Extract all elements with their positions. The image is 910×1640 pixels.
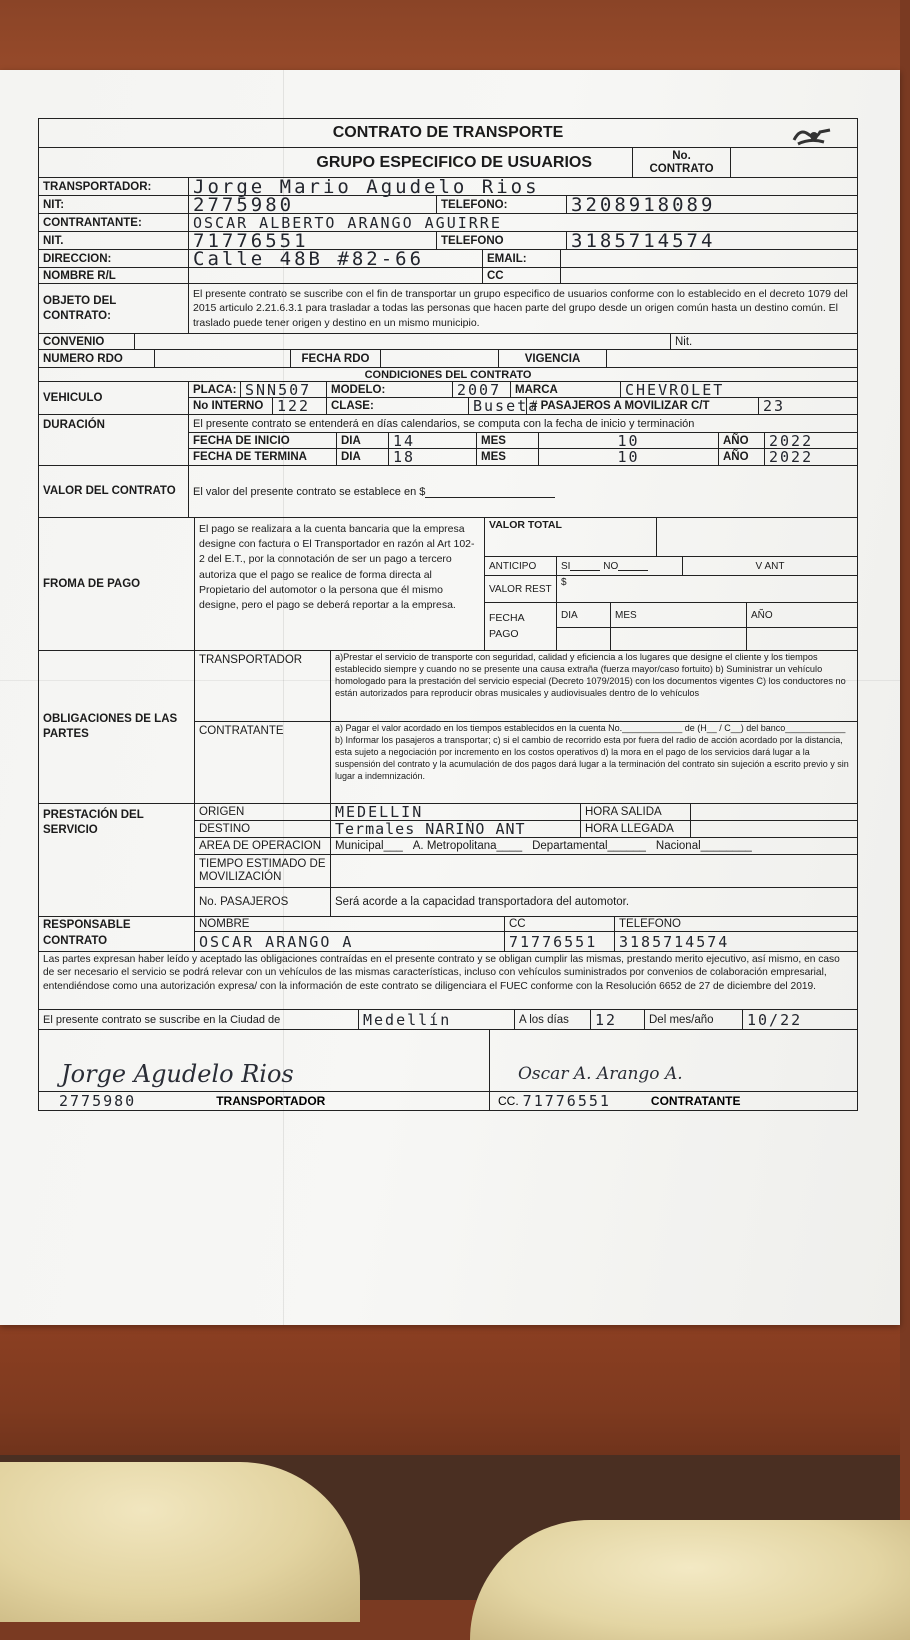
pago-label: FROMA DE PAGO	[39, 518, 195, 650]
clase-field[interactable]	[469, 397, 540, 415]
termina-mes-label: MES	[477, 449, 539, 465]
nit2-field[interactable]	[189, 229, 437, 252]
dias-value: 12	[595, 1010, 618, 1029]
interno-label: No INTERNO	[189, 398, 273, 414]
responsable-block	[38, 917, 858, 952]
transportador-signature: Jorge Agudelo Rios	[61, 1060, 294, 1088]
hora-llegada-field[interactable]	[691, 821, 857, 837]
valor-rest-field[interactable]: $	[561, 577, 567, 588]
anticipo-label: ANTICIPO	[485, 557, 557, 575]
anticipo-row	[485, 557, 857, 576]
pasajeros-ct-label: # PASAJEROS A MOVILIZAR C/T	[527, 398, 759, 414]
inicio-ano-field[interactable]	[765, 433, 857, 448]
contratante-sig-label: CONTRATANTE	[650, 1094, 741, 1108]
obl-contratante-text: a) Pagar el valor acordado en los tiempos establecidos en la cuenta No.____________ de (H__ / C__) del banco____________ b) Informar los pasajeros a transportar; c) si el cambio de recorrido esta por fuera del radio de acción acordado por la distancia, esta sujeto a negociación por incremento en los costos operativos d) la mora en el pago de los servicios dará lugar a la suspensión del contrato y la acumulación de dos pagos dará lugar a la terminación del contrato sin sujeción a escrito previo y sin lugar a indemnización.	[335, 723, 849, 781]
subtitle-row	[38, 148, 858, 178]
resp-tel-field[interactable]	[615, 932, 857, 952]
destino-label: DESTINO	[195, 821, 331, 837]
inicio-ano-label: AÑO	[719, 433, 765, 448]
si-no-field[interactable]	[557, 557, 683, 575]
mes-ano-value: 10/22	[747, 1010, 803, 1029]
pago-block	[38, 518, 858, 651]
suscripcion-text: El presente contrato se suscribe en la Ciudad de	[39, 1010, 359, 1029]
email-label: EMAIL:	[483, 250, 561, 267]
nombre-rl-label: NOMBRE R/L	[39, 268, 189, 283]
pago-dia-field[interactable]	[557, 628, 611, 650]
inicio-mes-label: MES	[477, 433, 539, 448]
clausula-row	[38, 952, 858, 1010]
area-municipal: Municipal___	[335, 840, 403, 852]
resp-tel-value: 3185714574	[619, 933, 730, 951]
dias-field[interactable]	[591, 1010, 645, 1029]
inicio-mes-field[interactable]	[539, 433, 719, 448]
obl-contratante-label: CONTRATANTE	[195, 722, 331, 803]
duracion-label: DURACIÓN	[39, 415, 189, 465]
direccion-label: DIRECCION:	[39, 250, 189, 267]
transportador-label: TRANSPORTADOR:	[39, 178, 189, 195]
valor-blank	[425, 486, 555, 498]
marca-field[interactable]	[621, 382, 857, 397]
no-label: No.	[672, 149, 691, 162]
contratante-value: OSCAR ALBERTO ARANGO AGUIRRE	[193, 213, 502, 232]
termina-ano-value: 2022	[769, 448, 814, 466]
inicio-ano-value: 2022	[769, 431, 814, 450]
pago-text: El pago se realizara a la cuenta bancaria que la empresa designe con factura o El Transportador en razón al Art 102-2 del E.T., por la connotación de ser un pago a tercero autoriza que el pago se realice de forma directa al Propietario del automotor o la persona que él mismo designe, pero el pago se deberá reportar a la empresa.	[195, 518, 485, 650]
transportador-cc-value: 2775980	[59, 1092, 137, 1110]
duracion-text: El presente contrato se entenderá en días calendarios, se computa con la fecha de inicio y terminación	[193, 417, 695, 430]
fecha-pago-row	[485, 603, 857, 650]
inicio-mes-value: 10	[617, 431, 640, 450]
duracion-block	[38, 415, 858, 466]
pago-mes-label: MES	[611, 603, 747, 627]
valor-total-field[interactable]	[657, 518, 857, 556]
nit1-label: NIT:	[39, 196, 189, 213]
pago-grid	[485, 518, 857, 650]
firmas-block	[38, 1030, 858, 1111]
fecha-termina-label: FECHA DE TERMINA	[189, 449, 337, 465]
modelo-value: 2007	[457, 380, 502, 399]
hora-salida-label: HORA SALIDA	[581, 804, 691, 820]
pago-ano-label: AÑO	[751, 609, 773, 621]
no-anticipo-label: NO	[603, 560, 619, 572]
rdo-field[interactable]	[155, 350, 291, 367]
modelo-label: MODELO:	[327, 382, 453, 397]
nit2-value: 71776551	[193, 229, 309, 252]
resp-cc-value: 71776551	[509, 933, 598, 951]
nit1-row	[38, 193, 858, 216]
convenio-label: CONVENIO	[39, 334, 135, 349]
tel2-value: 3185714574	[571, 229, 716, 252]
contratante-cc-value: 71776551	[522, 1092, 611, 1110]
direccion-row	[38, 247, 858, 270]
vigencia-label: VIGENCIA	[499, 350, 607, 367]
area-label: AREA DE OPERACION	[195, 838, 331, 854]
convenio-nit-label: Nit.	[675, 335, 693, 348]
tel1-label: TELEFONO:	[437, 196, 567, 213]
convenio-field[interactable]	[135, 334, 671, 349]
vehiculo-row-1	[189, 382, 857, 398]
modelo-field[interactable]	[453, 382, 511, 397]
objeto-label: OBJETO DEL CONTRATO:	[39, 284, 189, 333]
objeto-row	[38, 284, 858, 334]
area-depto: Departamental______	[532, 840, 646, 852]
no-pasajeros-text: Será acorde a la capacidad transportadora del automotor.	[335, 896, 630, 908]
area-nacional: Nacional________	[655, 840, 752, 852]
termina-mes-value: 10	[617, 448, 640, 466]
marca-label: MARCA	[511, 382, 621, 397]
cc-rl-field[interactable]	[561, 268, 857, 283]
valor-total-label: VALOR TOTAL	[485, 518, 657, 556]
duracion-text-row	[189, 415, 857, 433]
email-field[interactable]	[561, 250, 857, 267]
termina-mes-field[interactable]	[539, 449, 719, 465]
condiciones-row	[38, 368, 858, 382]
valor-row	[38, 466, 858, 518]
nit2-row	[38, 229, 858, 252]
nit1-value: 2775980	[193, 193, 295, 216]
destino-field[interactable]	[331, 821, 581, 837]
tel2-label: TELEFONO	[437, 232, 567, 249]
rdo-row	[38, 350, 858, 368]
fecha-rdo-label: FECHA RDO	[291, 350, 381, 367]
form-title: CONTRATO DE TRANSPORTE	[332, 124, 564, 141]
resp-nombre-label: NOMBRE	[195, 917, 505, 931]
firma-contratante[interactable]	[490, 1030, 857, 1110]
termina-dia-value: 18	[393, 448, 416, 466]
contratante-label: CONTRANTANTE:	[39, 214, 189, 231]
si-label: SI	[561, 560, 571, 572]
pasajeros-ct-value: 23	[763, 397, 786, 415]
responsable-label: RESPONSABLE CONTRATO	[39, 917, 195, 951]
vehiculo-block	[38, 382, 858, 415]
obl-transportador-label: TRANSPORTADOR	[195, 651, 331, 721]
vant-label: V ANT	[755, 560, 785, 572]
placa-label: PLACA:	[189, 382, 241, 397]
pago-mes-field[interactable]	[611, 628, 747, 650]
prestacion-block	[38, 804, 858, 917]
duracion-details	[189, 415, 857, 465]
inicio-dia-field[interactable]	[389, 433, 477, 448]
vigencia-field[interactable]	[607, 350, 857, 367]
vehiculo-details	[189, 382, 857, 414]
knee-left	[0, 1462, 360, 1622]
no-pasajeros-label: No. PASAJEROS	[195, 888, 331, 916]
origen-label: ORIGEN	[195, 804, 331, 820]
contrato-no-label	[633, 148, 731, 177]
destino-value: Termales NARIÑO ANT	[335, 820, 526, 838]
valor-rest-row	[485, 576, 857, 603]
convenio-row	[38, 334, 858, 350]
condiciones-title: CONDICIONES DEL CONTRATO	[364, 368, 532, 381]
clase-label: CLASE:	[327, 398, 469, 414]
resp-nombre-value: OSCAR ARANGO A	[199, 933, 354, 951]
fecha-inicio-label: FECHA DE INICIO	[189, 433, 337, 448]
ciudad-field[interactable]	[359, 1010, 515, 1029]
direccion-field[interactable]	[189, 247, 483, 270]
pasajeros-ct-field[interactable]	[759, 398, 857, 414]
table-edge	[0, 1320, 900, 1470]
dias-label: A los días	[515, 1010, 591, 1029]
valor-field[interactable]	[189, 466, 857, 517]
nit2-label: NIT.	[39, 232, 189, 249]
transportador-row	[38, 175, 858, 198]
title-row	[38, 118, 858, 148]
obl-transportador-text: a)Prestar el servicio de transporte con seguridad, calidad y eficiencia a los lugares que designe el cliente y los tiempos establecido siempre y cuando no se presente una causa extraña (fuerza mayor/caso fortuito) b) Suministrar un vehículo homologado para la prestación del servicio especial (Decreto 1079/2015) con los documentos vigentes C) los conductores no están autorizados para reproducir obras musicales y audiovisuales dentro de lo vehículos	[335, 652, 846, 698]
valor-total-row	[485, 518, 857, 557]
prestacion-label: PRESTACIÓN DEL SERVICIO	[39, 804, 195, 916]
fecha-rdo-field[interactable]	[381, 350, 499, 367]
hora-llegada-label: HORA LLEGADA	[581, 821, 691, 837]
inicio-dia-value: 14	[393, 431, 416, 450]
interno-field[interactable]	[273, 398, 327, 414]
clausula-text: Las partes expresan haber leído y aceptado las obligaciones contraídas en el presente contrato y se obligan cumplir las mismas, prestando merito ejecutivo, así mismo, en caso de ser necesario el servicio se podrá relevar con un vehículos de las mismas características, incluso con vehículos suministrados por convenios de colaboración empresarial, entendiéndose como una autorización expresa/ con la información de este contrato se diligenciara el FUEC conforme con la Resolución 6652 de 27 de diciembre del 2019.	[43, 954, 840, 992]
tel2-field[interactable]	[567, 229, 857, 252]
termina-dia-field[interactable]	[389, 449, 477, 465]
tel1-field[interactable]	[567, 193, 857, 216]
rdo-label: NUMERO RDO	[39, 350, 155, 367]
resp-cc-label: CC	[505, 917, 615, 931]
ciudad-value: Medellín	[363, 1010, 452, 1029]
cc-rl-label: CC	[483, 268, 561, 283]
resp-tel-label: TELEFONO	[619, 918, 681, 930]
transportador-sig-label: TRANSPORTADOR	[216, 1094, 326, 1108]
valor-rest-label: VALOR REST	[485, 576, 557, 602]
hora-salida-field[interactable]	[691, 804, 857, 820]
placa-field[interactable]	[241, 382, 327, 397]
contratante-signature: Oscar A. Arango A.	[518, 1064, 683, 1084]
resp-nombre-field[interactable]	[195, 932, 505, 952]
tel1-value: 3208918089	[571, 193, 716, 216]
objeto-text: El presente contrato se suscribe con el fin de transportar un grupo especifico de usuarios conforme con lo establecido en el decreto 1079 del 2015 articulo 2.21.6.3.1 para trasladar a todas las personas que hacen parte del grupo desde un origen común hasta un destino común. El traslado puede tener origen y destino en un mismo municipio.	[193, 288, 848, 329]
valor-text: El valor del presente contrato se establece en $	[193, 485, 426, 498]
clase-value: Buseta	[473, 397, 540, 415]
nit1-field[interactable]	[189, 193, 437, 216]
form-subtitle: GRUPO ESPECIFICO DE USUARIOS	[39, 148, 633, 177]
origen-value: MEDELLIN	[335, 803, 424, 821]
pago-ano-field[interactable]	[747, 628, 857, 650]
nombre-rl-row	[38, 268, 858, 284]
vehiculo-label: VEHICULO	[39, 382, 189, 414]
inicio-dia-label: DIA	[337, 433, 389, 448]
placa-value: SNN507	[245, 380, 312, 399]
tiempo-field[interactable]	[331, 855, 857, 887]
pago-dia-label: DIA	[557, 603, 611, 627]
contratante-field[interactable]	[189, 214, 857, 231]
origen-field[interactable]	[331, 804, 581, 820]
termina-ano-label: AÑO	[719, 449, 765, 465]
interno-value: 122	[277, 397, 311, 415]
knee-right	[470, 1520, 910, 1640]
fecha-termina-row	[189, 449, 857, 465]
obligaciones-label: OBLIGACIONES DE LAS PARTES	[39, 651, 195, 803]
direccion-value: Calle 48B #82-66	[193, 247, 425, 270]
area-options[interactable]	[331, 838, 857, 854]
nombre-rl-field[interactable]	[189, 268, 483, 283]
fecha-inicio-row	[189, 433, 857, 449]
contrato-label: CONTRATO	[649, 162, 714, 175]
resp-cc-field[interactable]	[505, 932, 615, 952]
termina-ano-field[interactable]	[765, 449, 857, 465]
vehiculo-row-2	[189, 398, 857, 414]
termina-dia-label: DIA	[337, 449, 389, 465]
fecha-pago-label: FECHA PAGO	[485, 603, 557, 650]
contratante-cc-label: CC.	[498, 1094, 519, 1108]
contratante-row	[38, 214, 858, 232]
firma-transportador[interactable]	[39, 1030, 490, 1110]
contract-form	[38, 118, 858, 1111]
tiempo-label: TIEMPO ESTIMADO DE MOVILIZACIÓN	[195, 855, 331, 887]
contrato-no-field[interactable]	[731, 148, 857, 177]
suscripcion-row	[38, 1010, 858, 1030]
valor-label: VALOR DEL CONTRATO	[39, 466, 189, 517]
marca-value: CHEVROLET	[625, 380, 725, 399]
transportador-value: Jorge Mario Agudelo Rios	[193, 175, 540, 198]
transportador-field[interactable]	[189, 175, 857, 198]
mes-ano-label: Del mes/año	[645, 1010, 743, 1029]
mes-ano-field[interactable]	[743, 1010, 857, 1029]
obligaciones-block	[38, 651, 858, 804]
area-metro: A. Metropolitana____	[412, 840, 523, 852]
